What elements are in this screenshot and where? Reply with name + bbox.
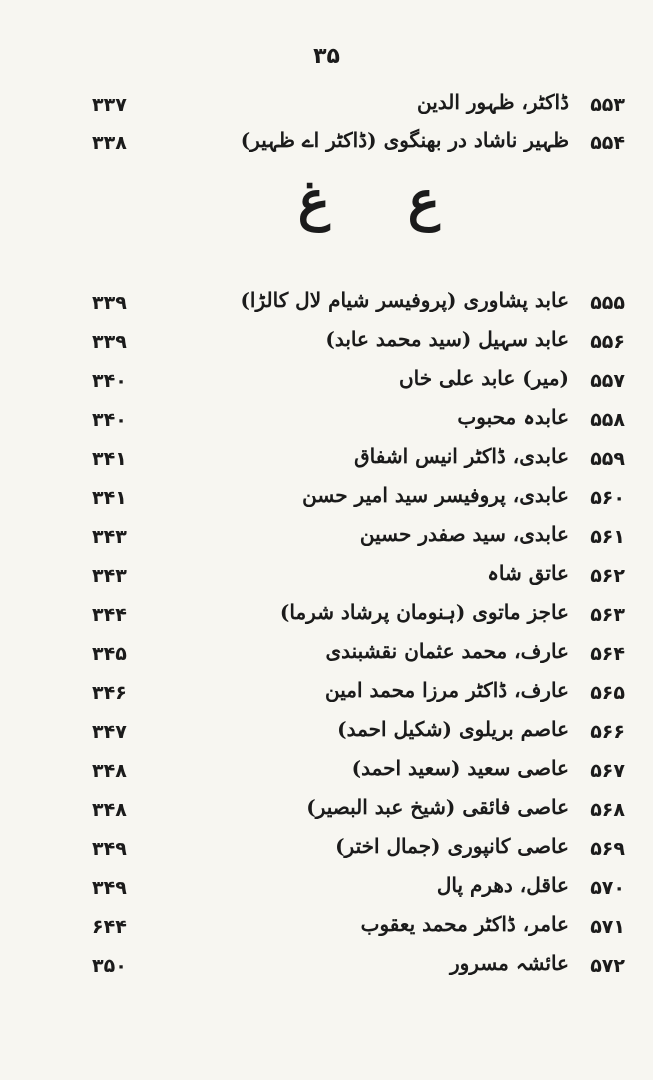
table-row xyxy=(0,873,653,907)
table-row xyxy=(0,405,653,439)
entry-number: ۵۶۹ xyxy=(590,838,625,860)
table-row xyxy=(0,90,653,124)
entry-number: ۵۶۶ xyxy=(590,721,625,743)
entry-name: عاصی کانپوری (جمال اختر) xyxy=(335,834,569,858)
entry-name: عامر، ڈاکٹر محمد یعقوب xyxy=(360,912,569,936)
entry-number: ۵۵۴ xyxy=(590,132,625,154)
table-row xyxy=(0,522,653,556)
entry-page: ۳۴۸ xyxy=(92,760,127,782)
table-row xyxy=(0,756,653,790)
entry-name: ڈاکٹر، ظہور الدین xyxy=(416,90,569,114)
entry-number: ۵۶۷ xyxy=(590,760,625,782)
table-row xyxy=(0,600,653,634)
entry-number: ۵۷۲ xyxy=(590,955,625,977)
entry-number: ۵۵۳ xyxy=(590,94,625,116)
entry-page: ۳۴۸ xyxy=(92,799,127,821)
entry-number: ۵۶۵ xyxy=(590,682,625,704)
entry-page: ۳۴۳ xyxy=(92,565,127,587)
table-row xyxy=(0,639,653,673)
entry-name: عابد سہیل (سید محمد عابد) xyxy=(325,327,569,351)
entry-number: ۵۵۹ xyxy=(590,448,625,470)
entry-page: ۳۴۷ xyxy=(92,721,127,743)
entry-name: عاصم بریلوی (شکیل احمد) xyxy=(337,717,569,741)
table-row xyxy=(0,561,653,595)
entry-page: ۳۴۱ xyxy=(92,448,127,470)
entry-number: ۵۷۰ xyxy=(590,877,625,899)
section-letter-ain: ع xyxy=(407,168,440,232)
section-letter-ghain: غ xyxy=(297,168,330,232)
entry-page: ۳۳۷ xyxy=(92,94,127,116)
entry-number: ۵۶۸ xyxy=(590,799,625,821)
entry-number: ۵۵۷ xyxy=(590,370,625,392)
entry-name: عاقل، دھرم پال xyxy=(436,873,569,897)
table-row xyxy=(0,366,653,400)
entry-name: عارف، ڈاکٹر مرزا محمد امین xyxy=(325,678,569,702)
entry-name: عابدی، سید صفدر حسین xyxy=(359,522,569,546)
entry-page: ۳۴۴ xyxy=(92,604,127,626)
entry-page: ۳۵۰ xyxy=(92,955,127,977)
entry-number: ۵۵۶ xyxy=(590,331,625,353)
table-row xyxy=(0,128,653,162)
section-letters xyxy=(240,168,480,248)
entry-name: عابد پشاوری (پروفیسر شیام لال کالڑا) xyxy=(240,288,569,312)
entry-page: ۳۴۳ xyxy=(92,526,127,548)
entry-page: ۳۴۹ xyxy=(92,877,127,899)
table-row xyxy=(0,327,653,361)
entry-page: ۶۴۴ xyxy=(92,916,127,938)
entry-name: عابدہ محبوب xyxy=(457,405,569,429)
entry-name: ظہیر ناشاد در بھنگوی (ڈاکٹر اے ظہیر) xyxy=(240,128,569,152)
entry-name: عاجز ماتوی (ہنومان پرشاد شرما) xyxy=(279,600,569,624)
entry-number: ۵۶۲ xyxy=(590,565,625,587)
entry-number: ۵۵۸ xyxy=(590,409,625,431)
table-row xyxy=(0,678,653,712)
entry-page: ۳۳۸ xyxy=(92,132,127,154)
entry-page: ۳۳۹ xyxy=(92,292,127,314)
entry-name: عاصی سعید (سعید احمد) xyxy=(351,756,569,780)
entry-name: عابدی، ڈاکٹر انیس اشفاق xyxy=(354,444,569,468)
entry-page: ۳۴۰ xyxy=(92,370,127,392)
table-row xyxy=(0,444,653,478)
table-row xyxy=(0,717,653,751)
entry-page: ۳۴۰ xyxy=(92,409,127,431)
entry-number: ۵۶۴ xyxy=(590,643,625,665)
entry-name: عائشہ مسرور xyxy=(449,951,569,975)
entry-page: ۳۳۹ xyxy=(92,331,127,353)
entry-page: ۳۴۶ xyxy=(92,682,127,704)
entry-page: ۳۴۵ xyxy=(92,643,127,665)
entry-number: ۵۶۳ xyxy=(590,604,625,626)
entry-number: ۵۶۱ xyxy=(590,526,625,548)
table-row xyxy=(0,834,653,868)
entry-page: ۳۴۱ xyxy=(92,487,127,509)
entry-name: (میر) عابد علی خاں xyxy=(398,366,569,390)
entry-name: عاصی فائقی (شیخ عبد البصیر) xyxy=(306,795,569,819)
entry-number: ۵۷۱ xyxy=(590,916,625,938)
entry-number: ۵۶۰ xyxy=(590,487,625,509)
table-row xyxy=(0,912,653,946)
table-row xyxy=(0,288,653,322)
entry-name: عابدی، پروفیسر سید امیر حسن xyxy=(302,483,569,507)
entry-page: ۳۴۹ xyxy=(92,838,127,860)
entry-number: ۵۵۵ xyxy=(590,292,625,314)
table-row xyxy=(0,795,653,829)
table-row xyxy=(0,951,653,985)
entry-name: عاتق شاہ xyxy=(487,561,569,585)
entry-name: عارف، محمد عثمان نقشبندی xyxy=(325,639,569,663)
page-number: ۳۵ xyxy=(313,44,340,69)
table-row xyxy=(0,483,653,517)
